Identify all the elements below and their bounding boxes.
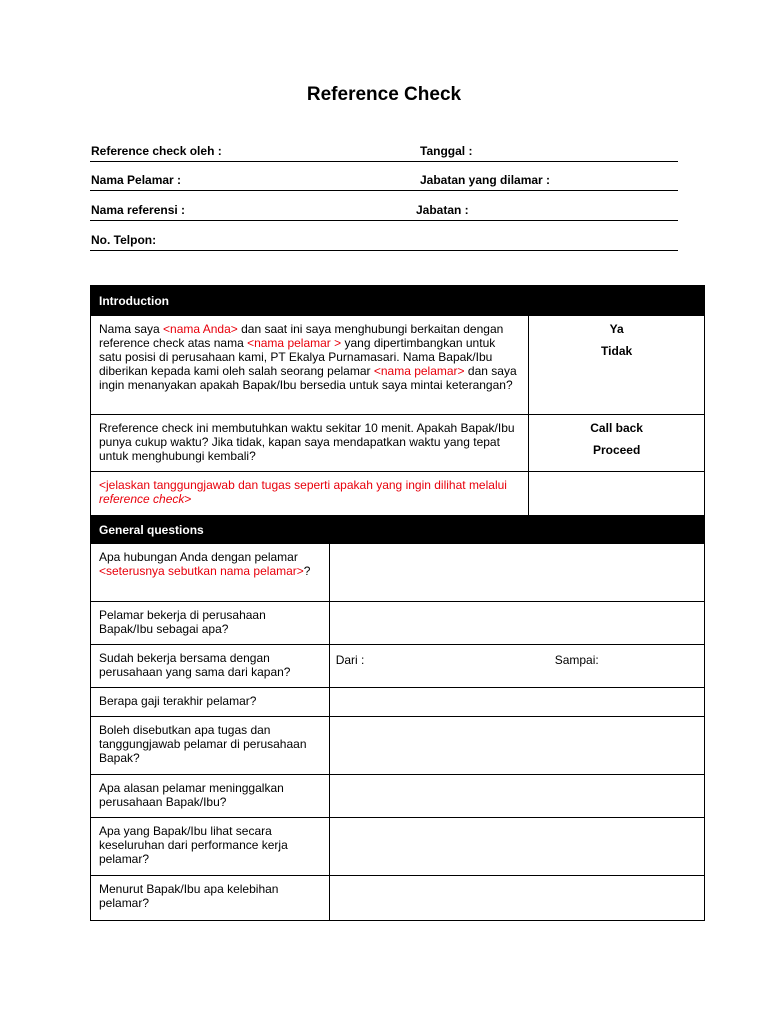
position-applied-label: Jabatan yang dilamar :	[420, 173, 551, 187]
reference-check-table	[90, 285, 705, 921]
placeholder-applicant-name: <nama pelamar>	[373, 364, 465, 378]
intro-text: dan saya ingin menanyakan apakah Bapak/Ibu bersedia untuk saya mintai keterangan?	[99, 364, 517, 392]
question-performance: Apa yang Bapak/Ibu lihat secara keseluruhan dari performance kerja pelamar?	[91, 818, 330, 876]
general-questions-heading: General questions	[91, 516, 705, 544]
from-label: Dari :	[335, 653, 365, 667]
placeholder-applicant-name: <seterusnya sebutkan nama pelamar>	[99, 564, 304, 578]
to-label: Sampai:	[554, 653, 599, 667]
question-relationship	[91, 544, 330, 602]
page-title: Reference Check	[306, 84, 462, 105]
header-row-4	[90, 233, 678, 251]
instruction-text: >	[184, 492, 192, 506]
answer-cell[interactable]	[329, 775, 704, 818]
answer-cell[interactable]	[329, 602, 704, 645]
answer-cell-dates[interactable]	[329, 645, 704, 688]
intro-text: dan saat ini saya menghubungi berkaitan dengan reference check atas nama	[99, 322, 504, 350]
question-text: ?	[303, 564, 311, 578]
intro-paragraph-2: Rreference check ini membutuhkan waktu sekitar 10 menit. Apakah Bapak/Ibu punya cukup waktu? Jika tidak, kapan saya mendapatkan waktu yang tepat untuk menghubungi kembali?	[91, 415, 529, 472]
placeholder-your-name: <nama Anda>	[163, 322, 238, 336]
introduction-heading: Introduction	[91, 286, 705, 316]
intro-paragraph-1	[91, 316, 529, 415]
question-strengths: Menurut Bapak/Ibu apa kelebihan pelamar?	[91, 876, 330, 921]
instruction-answer-cell[interactable]	[529, 472, 705, 516]
option-ya[interactable]: Ya	[609, 322, 624, 336]
ref-name-label: Nama referensi :	[91, 203, 186, 217]
consent-options	[529, 316, 705, 415]
instruction-italic: reference check	[99, 492, 185, 506]
question-salary: Berapa gaji terakhir pelamar?	[91, 688, 330, 717]
option-call-back[interactable]: Call back	[590, 421, 643, 435]
intro-text: Nama saya	[99, 322, 164, 336]
answer-cell[interactable]	[329, 717, 704, 775]
answer-cell[interactable]	[329, 876, 704, 921]
question-duration: Sudah bekerja bersama dengan perusahaan yang sama dari kapan?	[91, 645, 330, 688]
answer-cell[interactable]	[329, 544, 704, 602]
option-proceed[interactable]: Proceed	[592, 443, 641, 457]
option-tidak[interactable]: Tidak	[601, 344, 633, 358]
question-text: Apa hubungan Anda dengan pelamar	[99, 550, 298, 564]
intro-text: yang dipertimbangkan untuk satu posisi di perusahaan kami, PT Ekalya Purnamasari. Nama Bapak/Ibu diberikan kepada kami oleh salah seorang pelamar	[99, 336, 496, 378]
placeholder-applicant-name: <nama pelamar >	[247, 336, 342, 350]
phone-label: No. Telpon:	[91, 233, 157, 247]
ref-by-label: Reference check oleh :	[91, 144, 222, 158]
date-label: Tanggal :	[420, 144, 473, 158]
time-options	[529, 415, 705, 472]
header-row-2	[90, 173, 678, 191]
instruction-text: <jelaskan tanggungjawab dan tugas seperti apakah yang ingin dilihat melalui	[99, 478, 507, 492]
question-responsibilities: Boleh disebutkan apa tugas dan tanggungjawab pelamar di perusahaan Bapak?	[91, 717, 330, 775]
answer-cell[interactable]	[329, 818, 704, 876]
header-row-1	[90, 144, 678, 162]
intro-instruction	[91, 472, 529, 516]
answer-cell[interactable]	[329, 688, 704, 717]
header-row-3	[90, 203, 678, 221]
applicant-label: Nama Pelamar :	[91, 173, 182, 187]
ref-position-label: Jabatan :	[416, 203, 469, 217]
question-reason-leaving: Apa alasan pelamar meninggalkan perusahaan Bapak/Ibu?	[91, 775, 330, 818]
question-role: Pelamar bekerja di perusahaan Bapak/Ibu sebagai apa?	[91, 602, 330, 645]
